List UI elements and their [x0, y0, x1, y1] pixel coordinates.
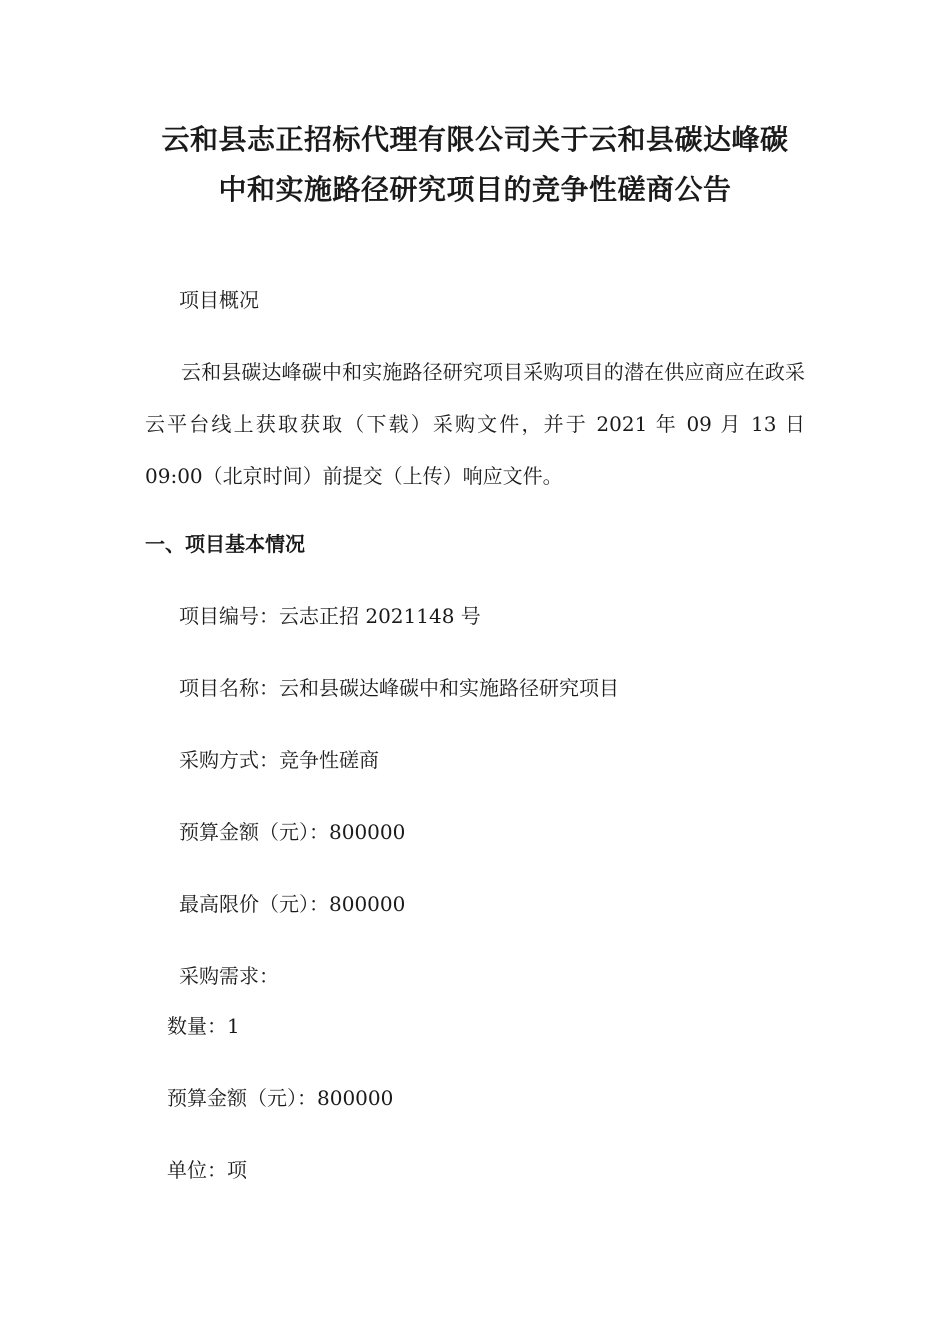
document-title-line-1: 云和县志正招标代理有限公司关于云和县碳达峰碳	[161, 123, 789, 156]
budget-amount: 预算金额（元）：800000	[179, 820, 406, 844]
project-number: 项目编号：云志正招 2021148 号	[179, 604, 481, 628]
quantity: 数量：1	[167, 1014, 240, 1038]
project-name: 项目名称：云和县碳达峰碳中和实施路径研究项目	[179, 676, 619, 700]
section-1-heading: 一、项目基本情况	[145, 532, 305, 556]
requirement-budget: 预算金额（元）：800000	[167, 1086, 394, 1110]
unit: 单位：项	[167, 1158, 247, 1182]
overview-heading: 项目概况	[179, 288, 259, 312]
max-price: 最高限价（元）：800000	[179, 892, 406, 916]
overview-paragraph: 云和县碳达峰碳中和实施路径研究项目采购项目的潜在供应商应在政采云平台线上获取获取（下载）采购文件，并于 2021 年 09 月 13 日 09:00（北京时间）前提交（上传）响应文件。	[145, 360, 805, 488]
document-title-line-2: 中和实施路径研究项目的竞争性磋商公告	[218, 173, 732, 206]
procurement-method: 采购方式：竞争性磋商	[179, 748, 379, 772]
requirements-label: 采购需求：	[179, 964, 279, 988]
